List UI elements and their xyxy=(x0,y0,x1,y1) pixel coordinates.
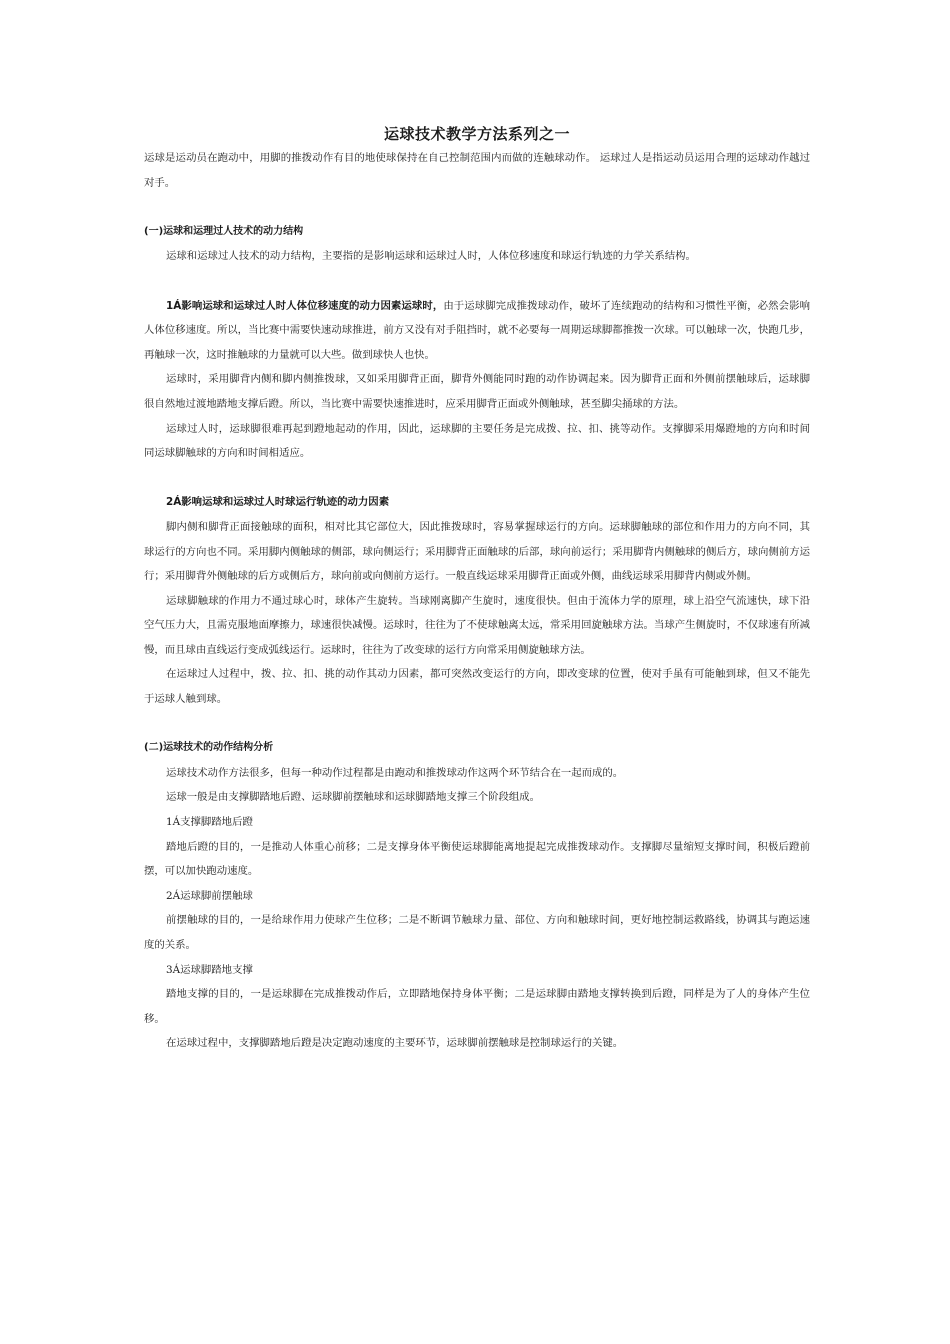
sub2-heading: 2Á影响运球和运球过人时球运行轨迹的动力因素 xyxy=(166,496,390,509)
phase1-label: 1Á支撑脚踏地后蹬 xyxy=(166,816,253,829)
section2-paragraph-2: 运球一般是由支撑脚踏地后蹬、运球脚前摆触球和运球脚踏地支撑三个阶段组成。 xyxy=(166,791,541,804)
sub2-paragraph-3: 在运球过人过程中，拨、拉、扣、挑的动作其动力因素，都可突然改变运行的方向，即改变球的位置，使对手虽有可能触到球，但又不能先于运球人触到球。 xyxy=(144,668,810,706)
phase3-text: 踏地支撑的目的，一是运球脚在完成推拨动作后，立即踏地保持身体平衡；二是运球脚由踏地支撑转换到后蹬，同样是为了人的身体产生位移。 xyxy=(144,988,810,1025)
sub1-heading: 1Á影响运球和运球过人时人体位移速度的动力因素运球时， xyxy=(166,299,444,312)
closing-paragraph: 在运球过程中，支撑脚踏地后蹬是决定跑动速度的主要环节，运球脚前摆触球是控制球运行的关键。 xyxy=(166,1037,624,1050)
sub2-paragraph-1: 脚内侧和脚背正面接触球的面积，相对比其它部位大，因此推拨球时，容易掌握球运行的方向。运球脚触球的部位和作用力的方向不同，其球运行的方向也不同。采用脚内侧触球的侧部，球向侧运行；采用脚背正面触球的后部，球向前运行；采用脚背内侧触球的侧后方，球向侧前方运行；采用脚背外侧触球的后方或侧后方，球向前或向侧前方运行。一般直线运球采用脚背正面或外侧，曲线运球采用脚背内侧或外侧。 xyxy=(144,520,810,583)
section2-heading: (二)运球技术的动作结构分析 xyxy=(144,742,274,754)
sub1-paragraph-2: 运球时，采用脚背内侧和脚内侧推拨球，又如采用脚背正面，脚背外侧能同时跑的动作协调起来。因为脚背正面和外侧前摆触球后，运球脚很自然地过渡地踏地支撑后蹬。所以，当比赛中需要快速推进时，应采用脚背正面或外侧触球，甚至脚尖捅球的方法。 xyxy=(144,373,810,410)
sub1-text: 由于运球脚完成推拨球动作，破坏了连续跑动的结构和习惯性平衡，必然会影响人体位移速度。所以，当比赛中需要快速动球推进，前方又没有对手阻挡时，就不必要每一周期运球脚都推拨一次球。可以触球一次，快跑几步，再触球一次，这时推触球的力量就可以大些。做到球快人也快。 xyxy=(144,299,810,361)
spacer xyxy=(144,466,810,491)
phase3-label: 3Á运球脚踏地支撑 xyxy=(166,963,253,976)
phase2-label: 2Á运球脚前摆触球 xyxy=(166,889,253,902)
document-page xyxy=(144,124,810,1056)
intro-paragraph: 运球是运动员在跑动中，用脚的推拨动作有目的地使球保持在自己控制范围内而做的连触球动作。 运球过人是指运动员运用合理的运球动作越过对手。 xyxy=(144,152,810,189)
section1-heading: (一)运球和运理过人技术的动力结构 xyxy=(144,225,304,237)
sub2-paragraph-2: 运球脚触球的作用力不通过球心时，球体产生旋转。当球刚离脚产生旋时，速度很快。但由于流体力学的原理，球上沿空气流速快，球下沿空气压力大，且需克服地面摩擦力，球速很快减慢。运球时，往往为了不使球触离太远，常采用回旋触球方法。当球产生侧旋时，不仅球速有所减慢，而且球由直线运行变成弧线运行。运球时，往往为了改变球的运行方向常采用侧旋触球方法。 xyxy=(144,594,810,656)
phase1-text: 踏地后蹬的目的，一是推动人体重心前移；二是支撑身体平衡使运球脚能离地提起完成推拨球动作。支撑脚尽量缩短支撑时间，积极后蹬前摆，可以加快跑动速度。 xyxy=(144,840,810,878)
spacer xyxy=(144,195,810,220)
sub1-paragraph-3: 运球过人时，运球脚很难再起到蹬地起动的作用，因此，运球脚的主要任务是完成拨、拉、扣、挑等动作。支撑脚采用爆蹬地的方向和时间同运球脚触球的方向和时间相适应。 xyxy=(144,422,810,460)
section1-sub1-paragraph xyxy=(144,294,810,368)
document-title: 运球技术教学方法系列之一 xyxy=(383,125,570,143)
spacer xyxy=(144,269,810,294)
section1-lead: 运球和运球过人技术的动力结构，主要指的是影响运球和运球过人时，人体位移速度和球运行轨迹的力学关系结构。 xyxy=(166,250,696,263)
spacer xyxy=(144,712,810,737)
phase2-text: 前摆触球的目的，一是给球作用力使球产生位移；二是不断调节触球力量、部位、方向和触球时间，更好地控制运救路线，协调其与跑运速度的关系。 xyxy=(144,914,810,951)
section2-paragraph-1: 运球技术动作方法很多，但每一种动作过程都是由跑动和推拨球动作这两个环节结合在一起而成的。 xyxy=(166,766,624,779)
